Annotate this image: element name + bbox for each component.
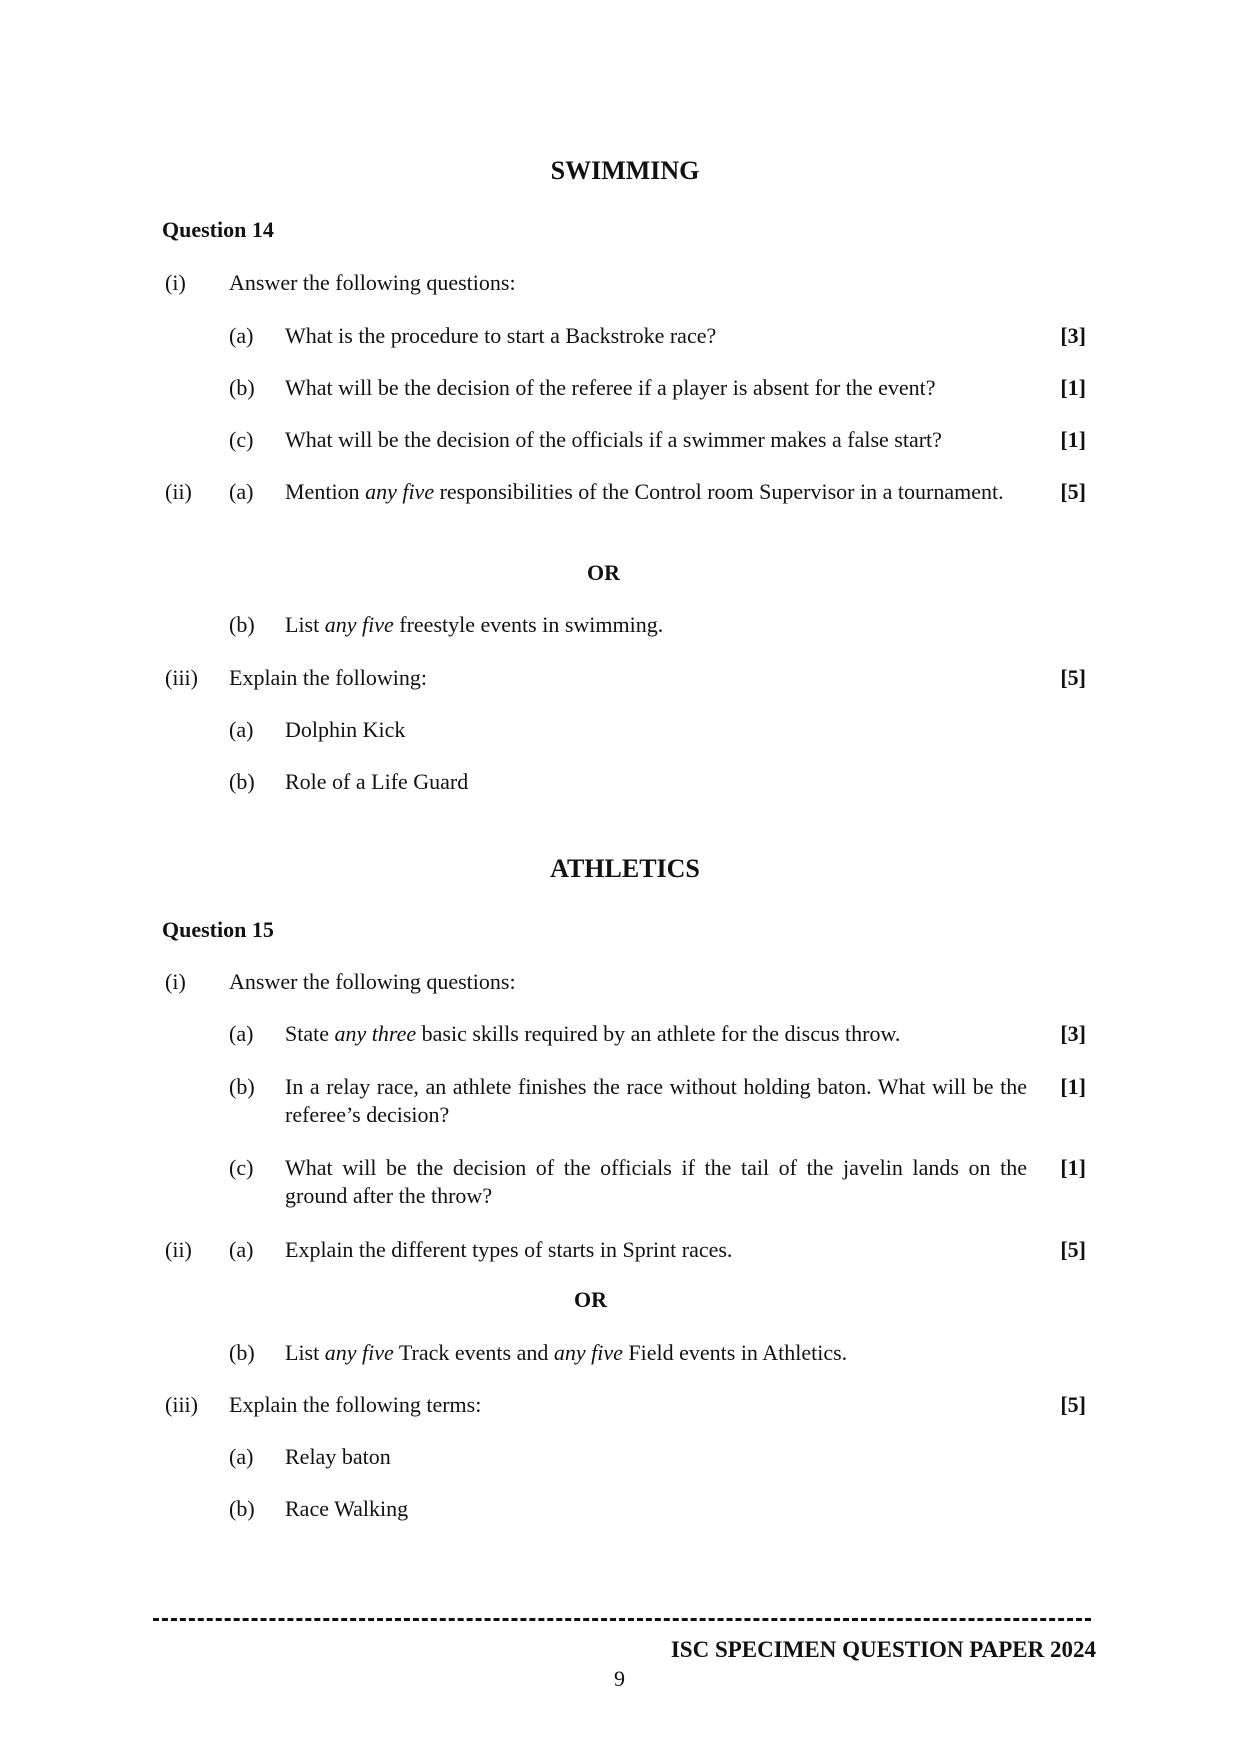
emphasis-text: any three [334,1021,417,1046]
question-number: (i) [165,270,186,295]
marks: [1] [1060,375,1086,400]
footer-divider [153,1618,1091,1621]
question-text [285,1339,1027,1367]
text-span: List [285,612,325,637]
sub-question-letter: (c) [229,1155,254,1180]
question-number: (ii) [165,1237,192,1262]
marks: [1] [1060,1155,1086,1180]
marks: [3] [1060,323,1086,348]
marks: [3] [1060,1021,1086,1046]
section-heading: SWIMMING [550,156,700,185]
question-text: Explain the following: [229,665,427,690]
sub-question-letter: (a) [229,717,254,742]
text-span: Field events in Athletics. [622,1340,848,1365]
question-number: (i) [165,969,186,994]
question-text: Relay baton [285,1444,391,1469]
emphasis-text: any five [365,479,435,504]
page-number: 9 [614,1666,625,1691]
text-span: basic skills required by an athlete for the discus throw. [416,1021,901,1046]
text-span: List [285,1340,325,1365]
question-number: (iii) [165,1392,198,1417]
question-number: (iii) [165,665,198,690]
section-heading: ATHLETICS [550,854,700,883]
emphasis-text: any five [324,612,394,637]
question-text: Race Walking [285,1496,409,1521]
question-text [285,611,1027,639]
footer-title: ISC SPECIMEN QUESTION PAPER 2024 [670,1637,1096,1662]
or-separator: OR [574,1287,607,1312]
question-text: Answer the following questions: [229,270,516,295]
marks: [1] [1060,1074,1086,1099]
sub-question-letter: (b) [229,1496,255,1521]
sub-question-letter: (b) [229,769,255,794]
text-span: Track events and [393,1340,554,1365]
sub-question-letter: (a) [229,1444,254,1469]
sub-question-letter: (b) [229,375,255,400]
emphasis-text: any five [553,1340,623,1365]
question-text: Dolphin Kick [285,717,406,742]
marks: [5] [1060,1392,1086,1417]
sub-question-letter: (b) [229,1074,255,1099]
text-span: responsibilities of the Control room Supervisor in a tournament. [434,479,1004,504]
sub-question-letter: (a) [229,1237,254,1262]
text-span: Mention [285,479,366,504]
sub-question-letter: (a) [229,479,254,504]
marks: [5] [1060,479,1086,504]
or-separator: OR [587,560,620,585]
sub-question-letter: (a) [229,1021,254,1046]
question-title: Question 14 [162,217,274,242]
question-text: What is the procedure to start a Backstroke race? [285,323,717,348]
question-text: What will be the decision of the officials if the tail of the javelin lands on the ground after the throw? [285,1155,1027,1208]
question-text [285,478,1027,506]
question-text: Explain the following terms: [229,1392,482,1417]
question-text: What will be the decision of the referee if a player is absent for the event? [285,375,936,400]
marks: [1] [1060,427,1086,452]
question-text: Role of a Life Guard [285,769,469,794]
question-text [285,1020,1027,1048]
sub-question-letter: (b) [229,612,255,637]
emphasis-text: any five [324,1340,394,1365]
text-span: State [285,1021,335,1046]
sub-question-letter: (a) [229,323,254,348]
question-text: In a relay race, an athlete finishes the race without holding baton. What will be the referee’s decision? [285,1074,1027,1127]
question-text: What will be the decision of the officials if a swimmer makes a false start? [285,427,942,452]
sub-question-letter: (b) [229,1340,255,1365]
marks: [5] [1060,1237,1086,1262]
text-span: freestyle events in swimming. [393,612,664,637]
question-text: Explain the different types of starts in Sprint races. [285,1237,733,1262]
question-text: Answer the following questions: [229,969,516,994]
question-title: Question 15 [162,917,274,942]
sub-question-letter: (c) [229,427,254,452]
marks: [5] [1060,665,1086,690]
question-number: (ii) [165,479,192,504]
